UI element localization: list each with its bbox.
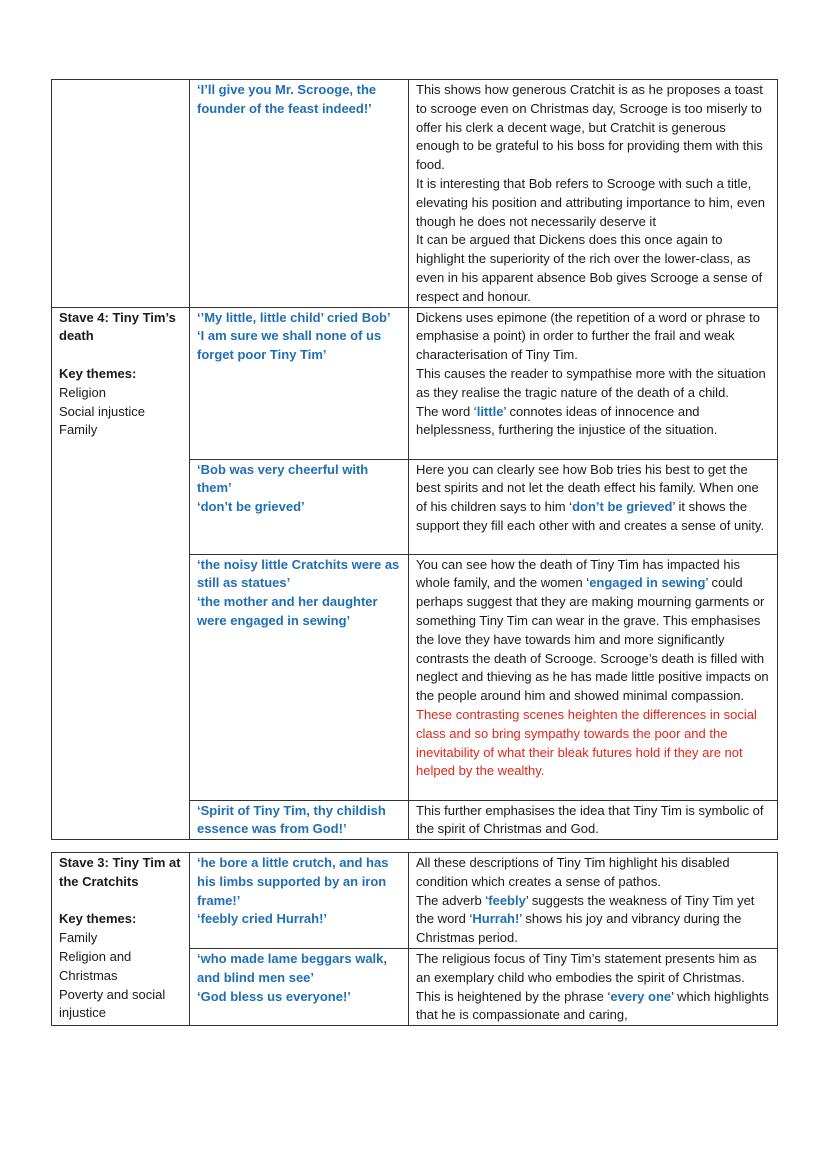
quote-cell xyxy=(190,948,409,1025)
quote: ‘who made lame beggars walk, and blind men see’ xyxy=(197,950,388,985)
table-row xyxy=(52,307,778,459)
theme-item: Social injustice xyxy=(59,403,145,419)
quote: ‘feebly cried Hurrah!’ xyxy=(197,911,328,927)
analysis-paragraph: Here you can clearly see how Bob tries his best to get the best spirits and not let the death effect his family. When one of his children says to him ‘don’t be grieved’ it shows the support they fill each other with and creates a sense of unity. xyxy=(416,461,765,533)
quote: ‘I am sure we shall none of us forget poor Tiny Tim’ xyxy=(197,328,382,363)
analysis-table-stave-4 xyxy=(51,79,778,840)
table-row xyxy=(52,80,778,308)
analysis-paragraph: The word ‘little’ connotes ideas of innocence and helplessness, furthering the injustice of the situation. xyxy=(416,403,718,438)
analysis-cell xyxy=(409,800,778,840)
quote-cell xyxy=(190,307,409,459)
quote: ‘the noisy little Cratchits were as still as statues’ xyxy=(197,556,400,591)
analysis-table-stave-3 xyxy=(51,852,778,1026)
highlighted-phrase: engaged in sewing xyxy=(589,575,706,591)
quote-cell xyxy=(190,459,409,554)
section-cell xyxy=(52,307,190,840)
analysis-paragraph: This shows how generous Cratchit is as he proposes a toast to scrooge even on Christmas day, Scrooge is too miserly to offer his clerk a decent wage, but Cratchit is generous enough to be grateful to his boss for providing them with this food. xyxy=(416,82,763,173)
section-cell xyxy=(52,853,190,1026)
key-themes-label: Key themes: xyxy=(59,911,137,927)
stave-title: Stave 4: Tiny Tim’s death xyxy=(59,309,176,344)
quote-cell xyxy=(190,80,409,308)
analysis-paragraph: This causes the reader to sympathise more with the situation as they realise the tragic nature of the death of a child. xyxy=(416,365,766,400)
analysis-cell xyxy=(409,948,778,1025)
red-analysis-paragraph: These contrasting scenes heighten the differences in social class and so bring sympathy towards the poor and the inevitability of what their bleak futures hold if they are not helped by the wealthy. xyxy=(416,706,757,779)
key-themes-label: Key themes: xyxy=(59,365,137,381)
quote-cell xyxy=(190,853,409,949)
quote-cell xyxy=(190,800,409,840)
analysis-paragraph: It is interesting that Bob refers to Scrooge with such a title, elevating his position and attributing importance to him, even though he does not necessarily deserve it xyxy=(416,175,766,229)
theme-item: Religion xyxy=(59,384,106,400)
stave-title: Stave 3: Tiny Tim at the Cratchits xyxy=(59,855,181,889)
quote: ‘Bob was very cheerful with them’ xyxy=(197,461,369,496)
analysis-paragraph: Dickens uses epimone (the repetition of a word or phrase to emphasise a point) in order to further the frail and weak characterisation of Tiny Tim. xyxy=(416,309,760,363)
analysis-paragraph: This further emphasises the idea that Tiny Tim is symbolic of the spirit of Christmas and God. xyxy=(416,802,764,837)
quote: ‘I’ll give you Mr. Scrooge, the founder of the feast indeed!’ xyxy=(197,82,377,116)
highlighted-phrase: don’t be grieved xyxy=(572,499,673,515)
analysis-paragraph: The adverb ‘feebly’ suggests the weakness of Tiny Tim yet the word ‘Hurrah!’ shows his joy and vibrancy during the Christmas period. xyxy=(416,892,755,946)
quote-cell xyxy=(190,554,409,800)
highlighted-word: feebly xyxy=(488,892,526,908)
quote: ‘Spirit of Tiny Tim, thy childish essence was from God!’ xyxy=(197,802,386,837)
quote: ‘don’t be grieved’ xyxy=(197,499,305,515)
analysis-paragraph: All these descriptions of Tiny Tim highlight his disabled condition which creates a sense of pathos. xyxy=(416,855,730,889)
quote: ‘God bless us everyone!’ xyxy=(197,988,351,1004)
quote: ‘the mother and her daughter were engaged in sewing’ xyxy=(197,594,378,628)
theme-item: Poverty and social injustice xyxy=(59,986,166,1021)
analysis-cell xyxy=(409,554,778,800)
highlighted-word: little xyxy=(476,403,504,419)
highlighted-phrase: every one xyxy=(610,988,672,1004)
section-cell-empty xyxy=(52,80,190,308)
table-row xyxy=(52,853,778,949)
quote: ‘he bore a little crutch, and has his limbs supported by an iron frame!’ xyxy=(197,855,389,908)
analysis-cell xyxy=(409,80,778,308)
analysis-paragraph: It can be argued that Dickens does this once again to highlight the superiority of the rich over the lower-class, as even in his apparent absence Bob gives Scrooge a sense of respect and honour. xyxy=(416,232,763,304)
analysis-cell xyxy=(409,307,778,459)
analysis-cell xyxy=(409,459,778,554)
theme-item: Family xyxy=(59,930,98,946)
analysis-paragraph: You can see how the death of Tiny Tim has impacted his whole family, and the women ‘engaged in sewing’ could perhaps suggest that they are making mourning garments or something Tiny Tim can wear in the grave. This emphasises the love they have towards him and more significantly contrasts the death of Scrooge. Scrooge’s death is filled with neglect and thieving as he has made little positive impacts on the people around him and showed minimal compassion. xyxy=(416,556,769,704)
highlighted-word: Hurrah! xyxy=(472,911,520,927)
analysis-paragraph: The religious focus of Tiny Tim’s statement presents him as an exemplary child who embodies the spirit of Christmas. This is heightened by the phrase ‘every one’ which highlights that he is compassionate and caring, xyxy=(416,950,769,1023)
theme-item: Religion and Christmas xyxy=(59,948,132,983)
quote: ‘’My little, little child’ cried Bob’ xyxy=(197,309,391,325)
analysis-cell xyxy=(409,853,778,949)
theme-item: Family xyxy=(59,422,98,438)
